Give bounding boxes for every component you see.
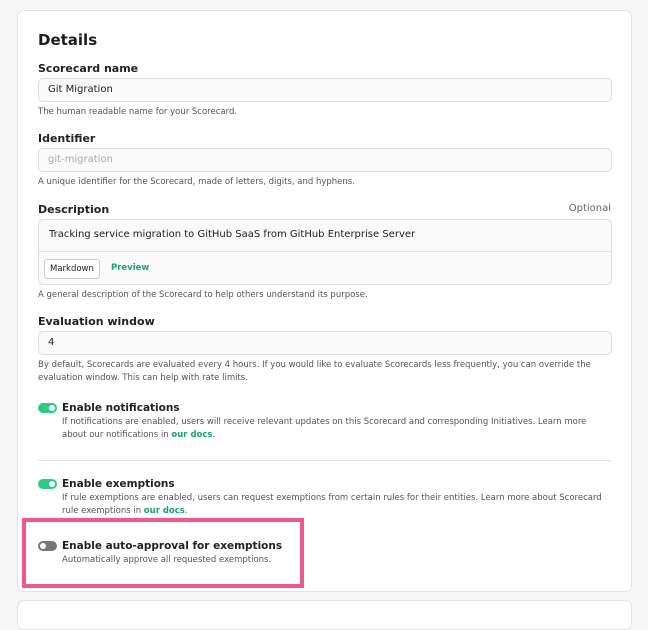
exemptions-toggle[interactable] bbox=[38, 479, 57, 489]
scorecard-name-label: Scorecard name bbox=[38, 62, 139, 75]
exemptions-label: Enable exemptions bbox=[62, 478, 175, 490]
evaluation-window-help: By default, Scorecards are evaluated every 4 hours. If you would like to evaluate Scorecards less frequently, you can override the evaluation window. This can help with rate limits. bbox=[38, 360, 591, 383]
section-title: Details bbox=[38, 31, 98, 49]
exemptions-help: If rule exemptions are enabled, users can request exemptions from certain rules for their entities. Learn more about Scorecard rule exemptions in our docs. bbox=[62, 493, 602, 516]
scorecard-name-help: The human readable name for your Scorecard. bbox=[38, 107, 238, 117]
evaluation-window-label: Evaluation window bbox=[38, 315, 155, 328]
preview-tab[interactable]: Preview bbox=[111, 263, 150, 273]
description-help: A general description of the Scorecard to help others understand its purpose. bbox=[38, 290, 368, 300]
markdown-tab[interactable]: Markdown bbox=[44, 259, 100, 279]
notifications-toggle[interactable] bbox=[38, 403, 57, 413]
auto-approval-toggle[interactable] bbox=[38, 541, 57, 551]
evaluation-window-input[interactable]: 4 bbox=[38, 331, 612, 355]
divider bbox=[38, 460, 611, 461]
description-text[interactable]: Tracking service migration to GitHub SaaS from GitHub Enterprise Server bbox=[49, 229, 416, 240]
auto-approval-label: Enable auto-approval for exemptions bbox=[62, 540, 283, 552]
description-editor[interactable] bbox=[38, 219, 612, 285]
identifier-help: A unique identifier for the Scorecard, made of letters, digits, and hyphens. bbox=[38, 177, 355, 187]
notifications-docs-link[interactable]: our docs bbox=[171, 430, 213, 440]
identifier-input[interactable]: git-migration bbox=[38, 148, 612, 172]
identifier-label: Identifier bbox=[38, 132, 96, 145]
description-label: Description bbox=[38, 203, 110, 216]
optional-tag: Optional bbox=[568, 203, 611, 214]
next-card bbox=[17, 600, 632, 630]
scorecard-name-input[interactable]: Git Migration bbox=[38, 78, 612, 102]
highlight-box bbox=[22, 518, 304, 588]
notifications-help: If notifications are enabled, users will receive relevant updates on this Scorecard and corresponding Initiatives. Learn more about our notifications in our docs. bbox=[62, 417, 587, 440]
auto-approval-help: Automatically approve all requested exemptions. bbox=[62, 555, 272, 565]
exemptions-docs-link[interactable]: our docs bbox=[143, 506, 185, 516]
notifications-label: Enable notifications bbox=[62, 402, 180, 414]
details-card bbox=[17, 10, 632, 592]
